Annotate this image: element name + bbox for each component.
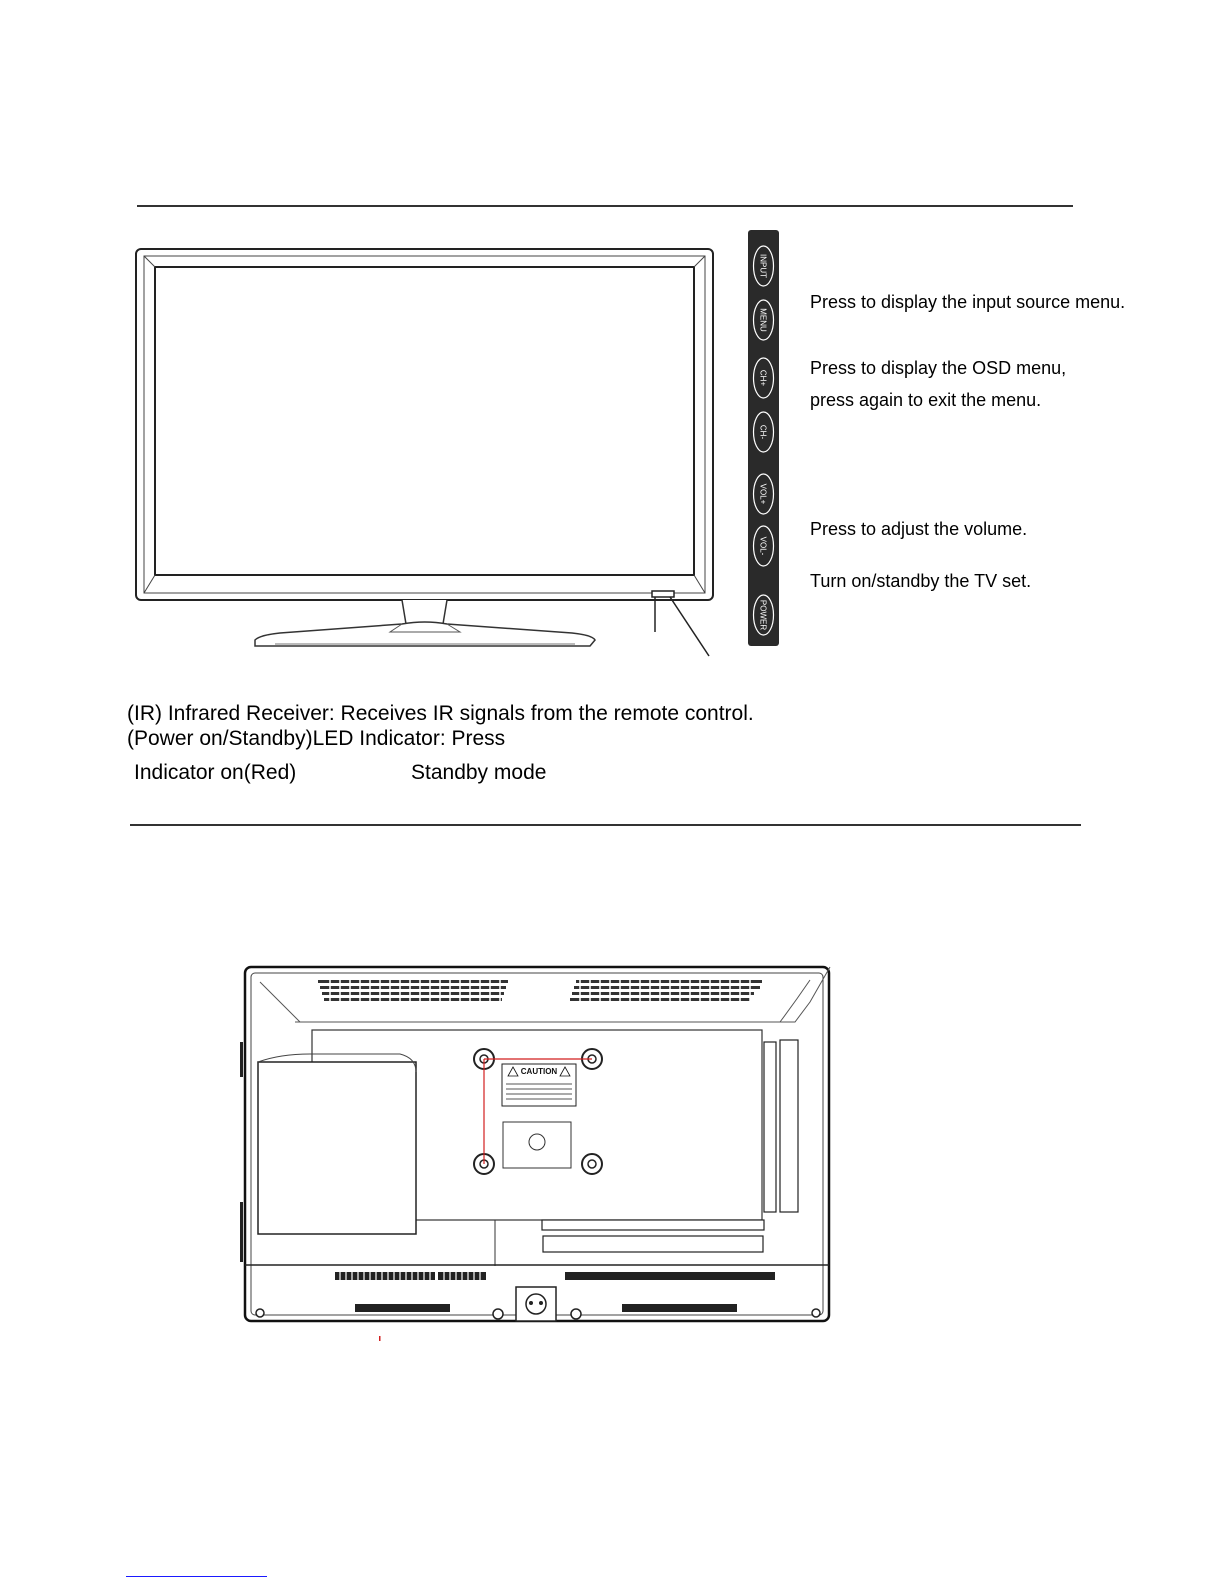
ch-down-button[interactable] — [754, 412, 774, 452]
vol-up-button[interactable] — [754, 474, 774, 514]
power-description: Turn on/standby the TV set. — [810, 571, 1032, 591]
volume-description: Press to adjust the volume. — [810, 519, 1028, 539]
vol-up-button-label: VOL+ — [758, 483, 768, 505]
footer-link-underline[interactable] — [126, 1576, 267, 1577]
vol-down-button-label: VOL- — [758, 536, 768, 556]
power-button[interactable] — [754, 595, 774, 635]
input-button-label: INPUT — [758, 254, 768, 278]
menu-button[interactable] — [754, 300, 774, 340]
standby-mode-label: Standby mode — [411, 761, 547, 784]
top-divider — [137, 205, 1073, 207]
caution-label-title: CAUTION — [520, 1067, 558, 1076]
power-button-label: POWER — [758, 599, 768, 631]
led-indicator-text: (Power on/Standby)LED Indicator: Press — [127, 727, 506, 750]
input-description: Press to display the input source menu. — [810, 292, 1126, 312]
button-labels — [748, 230, 779, 646]
tv-rear-illustration — [240, 962, 835, 1347]
indicator-state-label: Indicator on(Red) — [134, 761, 297, 784]
menu-description-line2: press again to exit the menu. — [810, 390, 1042, 410]
ch-down-button-label: CH- — [758, 424, 768, 440]
middle-divider — [130, 824, 1081, 826]
menu-description-line1: Press to display the OSD menu, — [810, 358, 1067, 378]
menu-button-label: MENU — [758, 308, 768, 332]
tv-front-illustration — [130, 240, 720, 660]
vol-down-button[interactable] — [754, 526, 774, 566]
ch-up-button[interactable] — [754, 358, 774, 398]
ir-receiver-text: (IR) Infrared Receiver: Receives IR signals from the remote control. — [127, 702, 754, 725]
input-button[interactable] — [754, 246, 774, 286]
ch-up-button-label: CH+ — [758, 369, 768, 387]
